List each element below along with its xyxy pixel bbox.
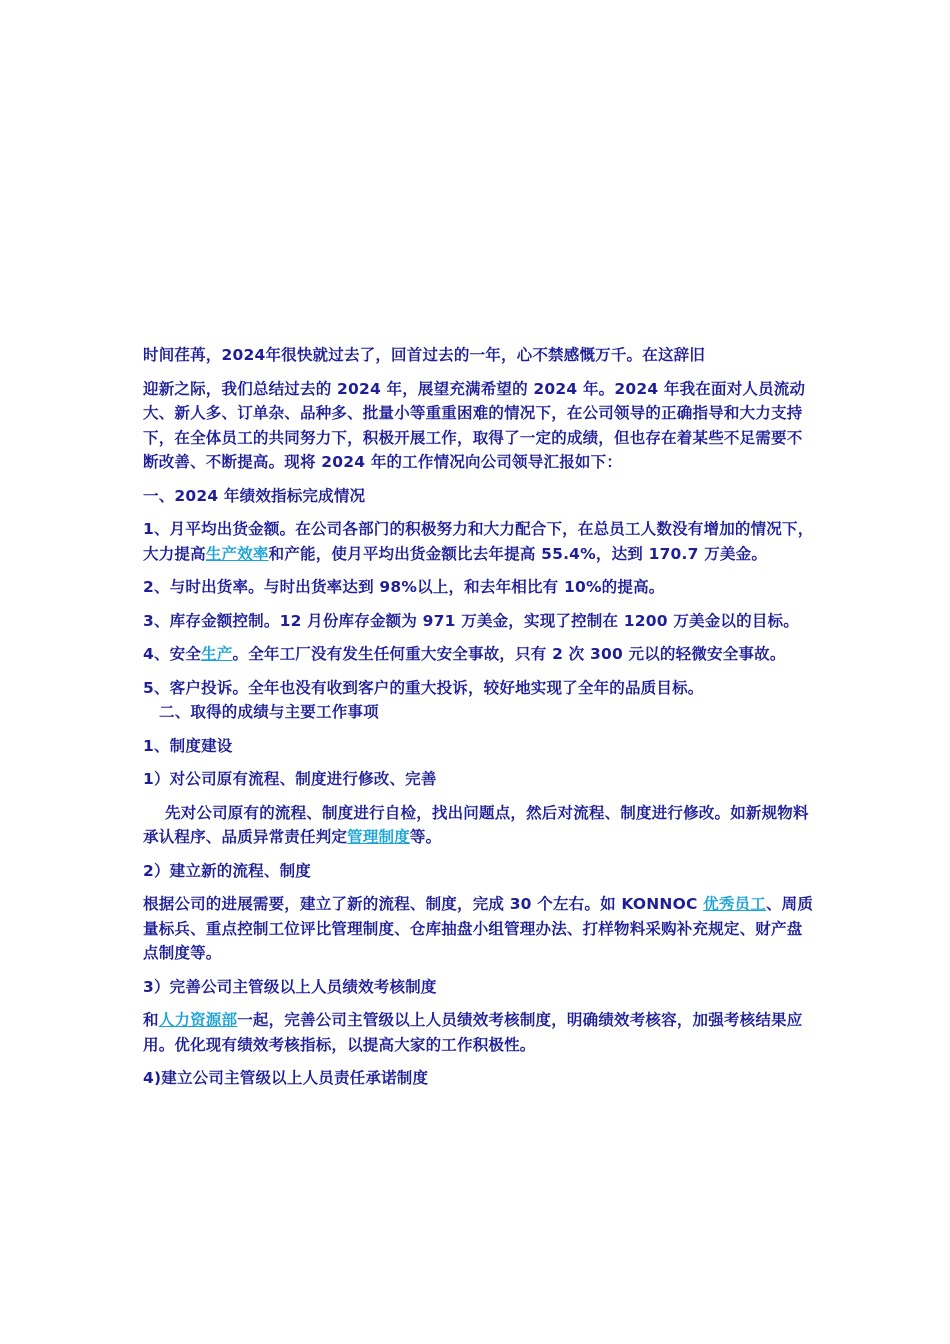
item1-text-a: 1、月平均出货金额。在公司各部门的积极努力和大力配合下，在总员工人数没有增加的情况下，大力提高 <box>143 520 814 563</box>
link-excellent-employee[interactable]: 优秀员工 <box>703 895 766 913</box>
para3-text-b: 一起，完善公司主管级以上人员绩效考核制度，明确绩效考核容，加强考核结果应用。优化现有绩效考核指标，以提高大家的工作积极性。 <box>143 1011 803 1054</box>
link-production-efficiency[interactable]: 生产效率 <box>205 544 269 563</box>
section1-item4 <box>143 642 815 667</box>
para2-text-a: 根据公司的进展需要，建立了新的流程、制度，完成 30 个左右。如 KONNOC <box>143 895 704 913</box>
document-body <box>143 343 815 1091</box>
para3-text-a: 和 <box>143 1011 159 1029</box>
section1-item2: 2、与时出货率。与时出货率达到 98%以上，和去年相比有 10%的提高。 <box>143 578 665 596</box>
section2-sub1-4: 4)建立公司主管级以上人员责任承诺制度 <box>143 1069 429 1087</box>
item4-text-b: 。全年工厂没有发生任何重大安全事故，只有 2 次 300 元以的轻微安全事故。 <box>232 645 786 663</box>
para1-text-b: 等。 <box>409 828 442 846</box>
intro-line-1: 时间荏苒，2024年很快就过去了，回首过去的一年，心不禁感慨万千。在这辞旧 <box>143 346 706 364</box>
section1-item5: 5、客户投诉。全年也没有收到客户的重大投诉，较好地实现了全年的品质目标。 <box>143 678 704 697</box>
section2-sub1: 1、制度建设 <box>143 736 233 755</box>
section1-item3: 3、库存金额控制。12 月份库存金额为 971 万美金，实现了控制在 1200 万美金以的目标。 <box>143 611 799 630</box>
section2-sub1-3: 3）完善公司主管级以上人员绩效考核制度 <box>143 977 437 996</box>
link-production[interactable]: 生产 <box>201 645 233 663</box>
section2-para2 <box>143 892 815 966</box>
link-hr-department[interactable]: 人力资源部 <box>158 1011 238 1029</box>
section2-heading: 二、取得的成绩与主要工作事项 <box>159 703 379 721</box>
section1-heading: 一、2024 年绩效指标完成情况 <box>143 486 366 505</box>
section2-sub1-1: 1）对公司原有流程、制度进行修改、完善 <box>143 770 437 788</box>
section1-item1 <box>143 517 815 566</box>
item4-text-a: 4、安全 <box>143 645 202 663</box>
intro-paragraph: 迎新之际，我们总结过去的 2024 年，展望充满希望的 2024 年。2024 年我在面对人员流动大、新人多、订单杂、品种多、批量小等重重困难的情况下，在公司领导的正确指导和大力支持下，在全体员工的共同努力下，积极开展工作，取得了一定的成绩，但也存在着某些不足需要不断改善、不断提高。现将 2024 年的工作情况向公司领导汇报如下： <box>143 379 806 471</box>
section2-para3 <box>143 1008 815 1057</box>
para1-text-a: 先对公司原有的流程、制度进行自检，找出问题点，然后对流程、制度进行修改。如新规物料承认程序、品质异常责任判定 <box>143 803 809 846</box>
para2-text-b: 、周质量标兵、重点控制工位评比管理制度、仓库抽盘小组管理办法、打样物料采购补充规定、财产盘点制度等。 <box>143 895 814 962</box>
item1-text-b: 和产能，使月平均出货金额比去年提高 55.4%，达到 170.7 万美金。 <box>268 544 768 563</box>
section2-para1 <box>143 801 815 850</box>
link-management-system[interactable]: 管理制度 <box>347 828 410 846</box>
section2-sub1-2: 2）建立新的流程、制度 <box>143 861 311 880</box>
